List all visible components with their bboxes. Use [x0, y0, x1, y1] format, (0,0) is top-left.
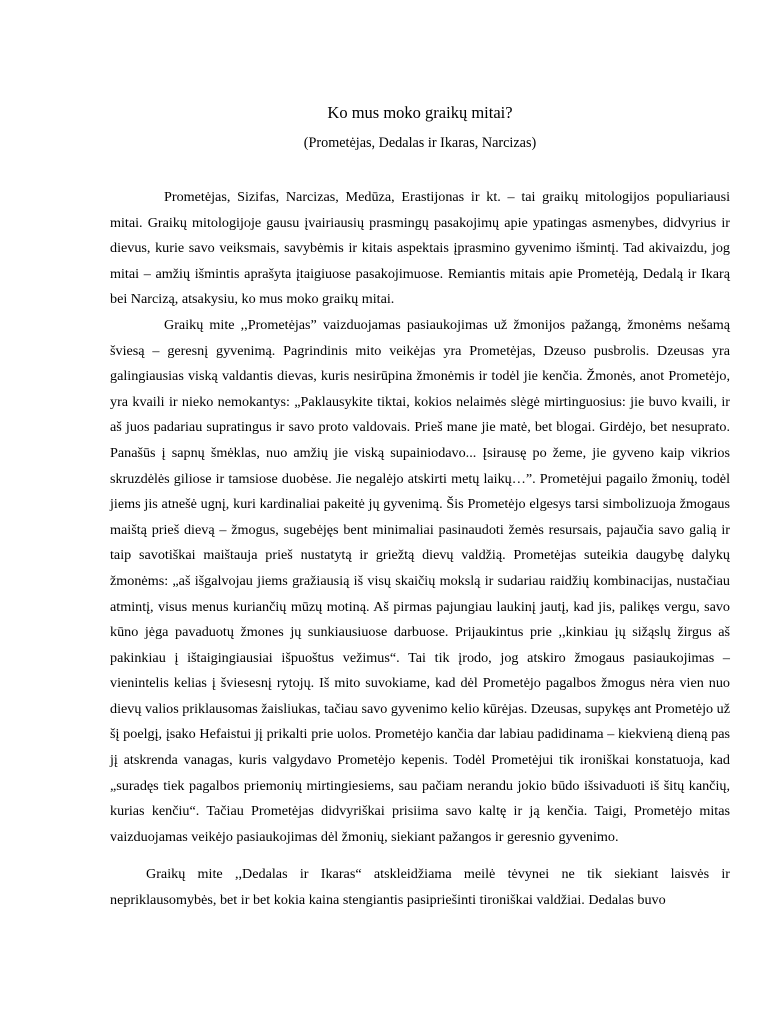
paragraph-daedalus: Graikų mite ,,Dedalas ir Ikaras“ atskleidžiama meilė tėvynei ne tik siekiant laisvės ir nepriklausomybės, bet ir bet kokia kaina stengiantis pasipriešinti tironiškai valdžiai. Dedalas buvo	[110, 866, 730, 909]
document-subtitle: (Prometėjas, Dedalas ir Ikaras, Narcizas)	[303, 135, 537, 151]
paragraph-prometheus: Graikų mite ,,Prometėjas” vaizduojamas pasiaukojimas už žmonijos pažangą, žmonėms nešamą šviesą – geresnį gyvenimą. Pagrindinis mito veikėjas yra Prometėjas, Dzeuso pusbrolis. Dzeusas yra galingiausias viską valdantis dievas, kuris nesirūpina žmonėmis ir todėl jie kenčia. Žmonės, anot Prometėjo, yra kvaili ir nieko nemokantys: „Paklausykite tiktai, kokios nelaimės slėgė mirtinguosius: jie buvo kvaili, ir aš juos padariau supratingus ir savo proto valdovais. Prieš mane jie matė, bet blogai. Girdėjo, bet nesuprato. Panašūs į sapnų šmėklas, nuo amžių jie viską supainiodavo... Įsirausę po žeme, jie gyveno kaip vikrios skruzdėlės giliose ir tamsiose duobėse. Jie negalėjo atskirti metų laikų…”. Prometėjui pagailo žmonių, todėl jiems jis atnešė ugnį, kuri kardinaliai pakeitė jų gyvenimą. Šis Prometėjo elgesys tarsi simbolizuoja žmogaus maištą prieš dievą – žmogus, sugebėjęs bent minimaliai pasinaudoti žemės resursais, pajaučia savo galią ir taip savotiškai maištauja prieš nustatytą ir griežtą dievų valdžią. Prometėjas suteikia daugybę dalykų žmonėms: „aš išgalvojau jiems gražiausią iš visų skaičių mokslą ir sudariau raidžių kombinacijas, nustačiau atmintį, visus menus kuriančių mūzų motiną. Aš pirmas pajungiau laukinį jautį, kad jis, palikęs vergu, savo kūno jėga pavaduotų žmones jų sunkiausiuose darbuose. Prijaukintus prie ,,kinkiau įų sižąslų žirgus aš pakinkiau į ištaigingiausiai išpuoštus vežimus“. Tai tik įrodo, jog atskiro žmogaus pasiaukojimas – vienintelis kelias į šviesesnį rytojų. Iš mito suvokiame, kad dėl Prometėjo pagalbos žmogus nėra vien nuo dievų valios priklausomas žaisliukas, tačiau savo gyvenimo kelio kūrėjas. Dzeusas, supykęs ant Prometėjo už šį poelgį, įsako Hefaistui jį prikalti prie uolos. Prometėjo kančia dar labiau padidinama – kiekvieną dieną pas jį atskrenda vanagas, kuris valgydavo Prometėjo kepenis. Todėl Prometėjui tik ironiškai konstatuoja, kad „suradęs tiek pagalbos priemonių mirtingiesiems, sau pačiam nerandu jokio būdo išsivaduoti iš šitų kančių, kurias kenčiu“. Tačiau Prometėjas didvyriškai prisiima savo kaltę ir ją kenčia. Taigi, Prometėjo mitas vaizduojamas veikėjo pasiaukojimas dėl žmonių, siekiant pažangos ir geresnio gyvenimo.	[110, 316, 730, 845]
document-title: Ko mus moko graikų mitai?	[327, 103, 513, 122]
document-body	[110, 185, 730, 914]
paragraph-intro: Prometėjas, Sizifas, Narcizas, Medūza, Erastijonas ir kt. – tai graikų mitologijos populiariausi mitai. Graikų mitologijoje gausu įvairiausių prasmingų pasakojimų apie ypatingas asmenybes, didvyrius ir dievus, kurie savo veiksmais, savybėmis ir kitais aspektais įprasmino gyvenimo išmintį. Tad akivaizdu, jog mitai – amžių išmintis aprašyta įtaigiuose pasakojimuose. Remiantis mitais apie Prometėją, Dedalą ir Ikarą bei Narcizą, atsakysiu, ko mus moko graikų mitai.	[110, 189, 730, 308]
